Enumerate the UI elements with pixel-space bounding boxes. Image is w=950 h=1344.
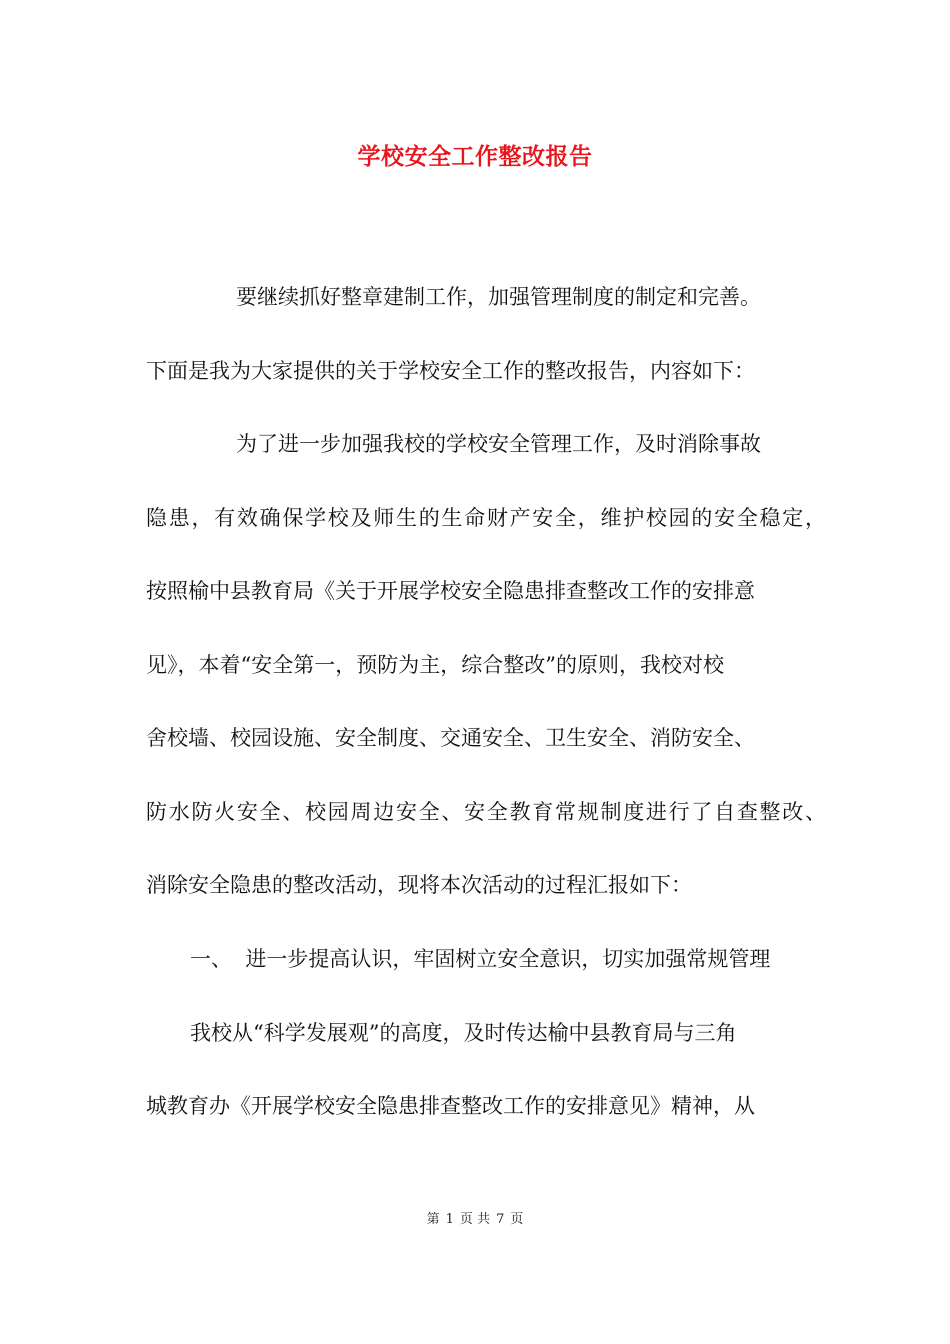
section-heading: 一、 进一步提高认识，牢固树立安全意识，切实加强常规管理 [190, 947, 771, 971]
paragraph-line: 下面是我为大家提供的关于学校安全工作的整改报告，内容如下： [146, 359, 755, 383]
paragraph-line: 见》，本着“安全第一，预防为主，综合整改”的原则，我校对校 [146, 653, 724, 677]
paragraph-line: 城教育办《开展学校安全隐患排查整改工作的安排意见》精神，从 [146, 1094, 755, 1118]
paragraph-line: 防水防火安全、校园周边安全、安全教育常规制度进行了自查整改、 [146, 800, 826, 824]
paragraph-line: 我校从“科学发展观”的高度，及时传达榆中县教育局与三角 [190, 1021, 737, 1045]
footer-prefix: 第 [426, 1212, 440, 1227]
paragraph-line: 要继续抓好整章建制工作，加强管理制度的制定和完善。 [236, 285, 761, 309]
footer-current-page: 1 [445, 1212, 454, 1227]
paragraph-line: 消除安全隐患的整改活动，现将本次活动的过程汇报如下： [146, 873, 692, 897]
footer-suffix: 页 [510, 1212, 524, 1227]
footer-total-pages: 7 [496, 1212, 505, 1227]
document-title: 学校安全工作整改报告 [357, 143, 593, 170]
paragraph-line: 为了进一步加强我校的学校安全管理工作，及时消除事故 [236, 432, 761, 456]
page-footer [0, 1208, 950, 1227]
paragraph-line: 隐患，有效确保学校及师生的生命财产安全，维护校园的安全稳定， [146, 506, 826, 530]
footer-middle: 页 共 [459, 1212, 491, 1227]
paragraph-line: 按照榆中县教育局《关于开展学校安全隐患排查整改工作的安排意 [146, 579, 755, 603]
paragraph-line: 舍校墙、校园设施、安全制度、交通安全、卫生安全、消防安全、 [146, 726, 755, 750]
